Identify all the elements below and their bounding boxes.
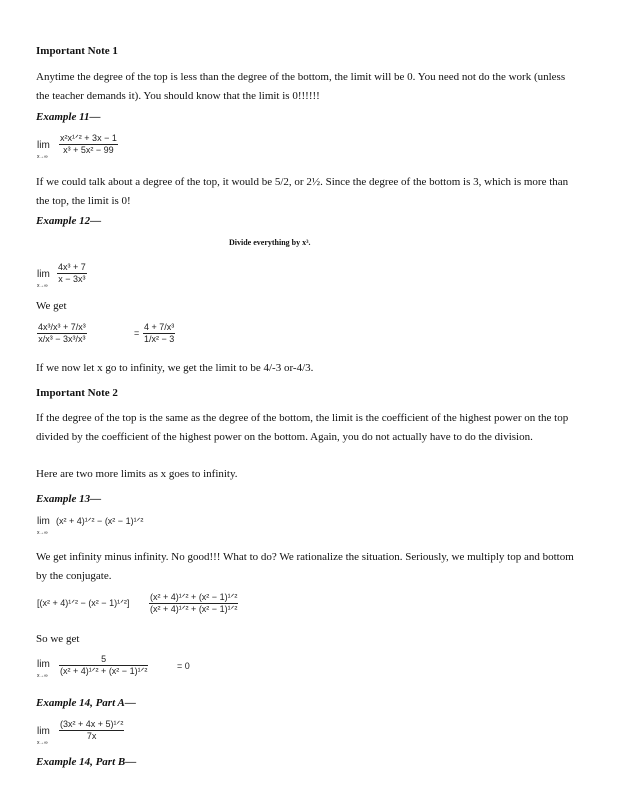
note1-paragraph: Anytime the degree of the top is less than the degree of the bottom, the limit will be 0. You need not do the work (unless the teacher demands it). You should know that the limit is 0!!!!!! — [36, 71, 566, 102]
lim-subscript: x→∞ — [37, 530, 48, 536]
numerator: 4 + 7/x³ — [144, 322, 175, 332]
denominator: (x² + 4)¹ᐟ² + (x² − 1)¹ᐟ² — [60, 666, 148, 676]
example14b-heading: Example 14, Part B— — [36, 756, 137, 768]
example13-heading: Example 13— — [36, 493, 102, 505]
fraction-right — [143, 322, 175, 345]
numerator: 5 — [101, 654, 107, 664]
lim-subscript: x→∞ — [37, 673, 48, 679]
example11-paragraph: If we could talk about a degree of the top, it would be 5/2, or 2½. Since the degree of the bottom is 3, which is more than the top, the limit is 0! — [36, 176, 569, 207]
denominator: x³ + 5x² − 99 — [59, 144, 118, 156]
denominator: (x² + 4)¹ᐟ² + (x² − 1)¹ᐟ² — [150, 604, 238, 614]
example12-divided-expression — [37, 322, 217, 350]
note2-paragraph: If the degree of the top is the same as the degree of the bottom, the limit is the coefficient of the highest power on the top divided by the coefficient of the highest power on the bottom. Again, you do not actually have to do the division. — [36, 412, 569, 443]
example14a-limit-expression — [37, 719, 167, 749]
numerator: 4x³ + 7 — [58, 262, 86, 272]
difference-expression: (x² + 4)¹ᐟ² − (x² − 1)¹ᐟ² — [56, 516, 144, 526]
example13-paragraph: We get infinity minus infinity. No good!!! What to do? We rationalize the situation. Seriously, we multiply top and bottom by the conjugate. — [36, 551, 574, 582]
we-get-label: We get — [36, 300, 67, 312]
lim-label: lim — [37, 140, 50, 151]
numerator: (x² + 4)¹ᐟ² + (x² − 1)¹ᐟ² — [150, 592, 238, 602]
two-more-limits-text: Here are two more limits as x goes to infinity. — [36, 468, 238, 480]
conjugate-left: [(x² + 4)¹ᐟ² − (x² − 1)¹ᐟ²] — [37, 598, 130, 608]
divide-note: Divide everything by x³. — [229, 238, 311, 247]
lim-label: lim — [37, 269, 50, 280]
conjugate-expression — [37, 592, 277, 620]
lim-label: lim — [37, 659, 50, 670]
result-fraction — [59, 654, 148, 677]
fraction-left — [37, 322, 87, 345]
lim-subscript: x→∞ — [37, 154, 48, 160]
equals-sign: = — [134, 328, 140, 338]
lim-label: lim — [37, 516, 50, 527]
example12-paragraph: If we now let x go to infinity, we get the limit to be 4/-3 or-4/3. — [36, 362, 314, 374]
fraction — [59, 719, 124, 742]
example14a-heading: Example 14, Part A— — [36, 697, 136, 709]
numerator: 4x³/x³ + 7/x³ — [38, 322, 86, 332]
denominator: 7x — [59, 730, 124, 742]
example13-limit-expression — [37, 514, 217, 540]
fraction — [57, 262, 87, 285]
numerator: (3x² + 4x + 5)¹ᐟ² — [60, 719, 124, 729]
lim-label: lim — [37, 726, 50, 737]
denominator: x − 3x³ — [58, 274, 86, 284]
denominator: 1/x² − 3 — [144, 334, 175, 344]
so-we-get-label: So we get — [36, 633, 80, 645]
example13-result-expression — [37, 654, 237, 684]
example12-heading: Example 12— — [36, 215, 102, 227]
fraction — [59, 133, 118, 156]
note1-heading: Important Note 1 — [36, 45, 118, 57]
note2-heading: Important Note 2 — [36, 387, 118, 399]
result-equals-zero: = 0 — [177, 661, 190, 671]
lim-subscript: x→∞ — [37, 740, 48, 746]
conjugate-fraction — [149, 592, 238, 615]
example11-heading: Example 11— — [36, 111, 101, 123]
denominator: x/x³ − 3x³/x³ — [38, 334, 86, 344]
example11-limit-expression — [37, 133, 167, 163]
lim-subscript: x→∞ — [37, 283, 48, 289]
numerator: x²x¹ᐟ² + 3x − 1 — [60, 133, 117, 143]
example12-limit-expression — [37, 262, 137, 292]
